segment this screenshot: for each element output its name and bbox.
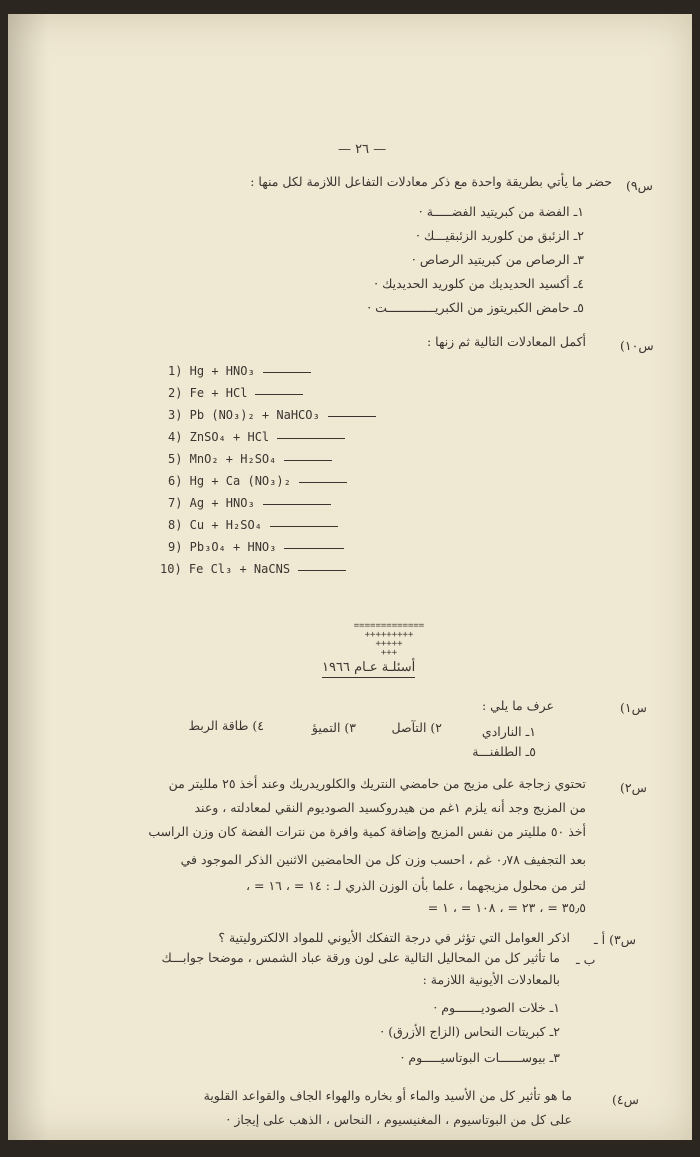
equation-row: 6) Hg + Ca (NO₃)₂ xyxy=(168,474,347,488)
question-9-item: ٥ـ حامض الكبريتوز من الكبريـــــــــــــت · xyxy=(367,300,584,315)
question-2-line: بعد التجفيف ٠٫٧٨ غم ، احسب وزن كل من الحامضين الاثنين الذكر الموجود في xyxy=(180,852,586,867)
question-1-label: س١) xyxy=(620,700,647,715)
page-binding-shadow xyxy=(8,14,48,1140)
question-2-line: من المزيج وجد أنه يلزم ١غم من هيدروكسيد الصوديوم النقي لمعادلته ، وعند xyxy=(194,800,586,815)
question-3-item: ٢ـ كبريتات النحاس (الزاج الأزرق) · xyxy=(380,1024,560,1039)
question-10-text: أكمل المعادلات التالية ثم زنها : xyxy=(426,334,586,349)
question-9-item: ٢ـ الزئبق من كلوريد الزئبقيـــك · xyxy=(416,228,584,243)
equation-row: 2) Fe + HCl xyxy=(168,386,303,400)
question-9-item: ١ـ الفضة من كبريتيد الفضـــــة · xyxy=(418,204,584,219)
question-9-text: حضر ما يأتي بطريقة واحدة مع ذكر معادلات التفاعل اللازمة لكل منها : xyxy=(250,174,612,189)
year-heading: أسئلـة عـام ١٩٦٦ xyxy=(322,660,415,678)
question-1-item: ٥ـ الطلفنـــة xyxy=(472,744,536,759)
question-9-item: ٣ـ الرصاص من كبريتيد الرصاص · xyxy=(411,252,584,267)
question-1-text: عرف ما يلي : xyxy=(482,698,554,713)
question-1-item: ٣) التميؤ xyxy=(311,720,356,735)
equation-row: 3) Pb (NO₃)₂ + NaHCO₃ xyxy=(168,408,376,422)
question-3-label: س٣) أ ـ xyxy=(594,932,636,947)
equation-row: 4) ZnSO₄ + HCl xyxy=(168,430,345,444)
equation-row: 5) MnO₂ + H₂SO₄ xyxy=(168,452,332,466)
question-3-part-a: اذكر العوامل التي تؤثر في درجة التفكك الأيوني للمواد الالكتروليتية ؟ xyxy=(218,930,570,945)
question-4-line: ما هو تأثير كل من الأسيد والماء أو بخاره والهواء الجاف والقواعد القلوية xyxy=(203,1088,572,1103)
equation-row: 10) Fe Cl₃ + NaCNS xyxy=(160,562,346,576)
question-3-part-b-line: بالمعادلات الأيونية اللازمة : xyxy=(422,972,560,987)
question-3-item: ٣ـ بيوســــــات البوتاسيـــــوم · xyxy=(400,1050,560,1065)
question-2-line: تحتوي زجاجة على مزيج من حامضي النتريك والكلوريدريك وعند أخذ ٢٥ ملليتر من xyxy=(168,776,586,791)
question-3-part-b-label: ب ـ xyxy=(576,952,596,967)
question-2-line: لتر من محلول مزيجهما ، علما بأن الوزن الذري لـ : ١٤ = ، ١٦ = ، xyxy=(246,878,586,893)
equation-row: 9) Pb₃O₄ + HNO₃ xyxy=(168,540,344,554)
equation-row: 7) Ag + HNO₃ xyxy=(168,496,331,510)
question-4-label: س٤) xyxy=(612,1092,639,1107)
question-10-label: س١٠) xyxy=(620,338,654,353)
question-1-item: ٢) التآصل xyxy=(391,720,442,735)
question-1-item: ١ـ النارادي xyxy=(481,724,536,739)
question-1-item: ٤) طاقة الربط xyxy=(188,718,264,733)
equation-row: 1) Hg + HNO₃ xyxy=(168,364,311,378)
page-number: — ٢٦ — xyxy=(338,142,387,157)
question-2-line: أخذ ٥٠ ملليتر من نفس المزيج وإضافة كمية وافرة من نترات الفضة كان وزن الراسب xyxy=(148,824,586,839)
question-2-line: ٣٥٫٥ = ، ٢٣ = ، ١٠٨ = ، ١ = xyxy=(427,900,586,915)
question-3-item: ١ـ خلات الصوديـــــــوم · xyxy=(433,1000,560,1015)
section-divider: ============= +++++++++ +++++ +++ xyxy=(353,621,425,658)
question-4-line: على كل من البوتاسيوم ، المغنيسيوم ، النحاس ، الذهب على إيجاز · xyxy=(226,1112,572,1127)
question-9-item: ٤ـ أكسيد الحديديك من كلوريد الحديديك · xyxy=(374,276,584,291)
question-3-part-b-line: ما تأثير كل من المحاليل التالية على لون ورقة عباد الشمس ، موضحا جوابـــك xyxy=(161,950,560,965)
equation-row: 8) Cu + H₂SO₄ xyxy=(168,518,338,532)
question-2-label: س٢) xyxy=(620,780,647,795)
question-9-label: س٩) xyxy=(626,178,653,193)
document-page xyxy=(8,14,692,1140)
